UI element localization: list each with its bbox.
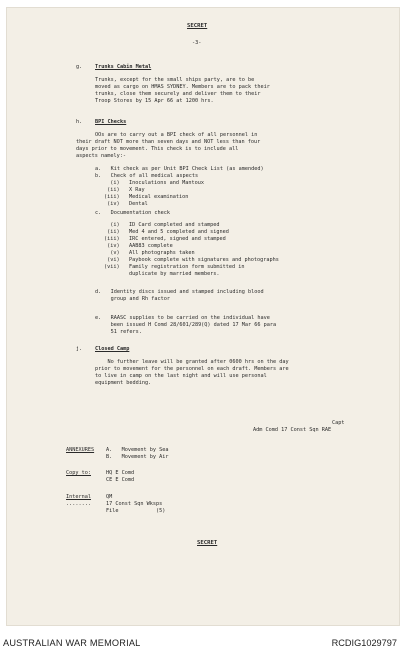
internal-item: QM [106,494,113,500]
internal-dots: ........ [66,501,91,507]
archive-footer [0,632,407,654]
signature-unit: Adm Comd 17 Const Sqn RAE [253,427,332,433]
check-item-d: group and Rh factor [95,296,170,302]
section-j-line: No further leave will be granted after 0600 hrs on the day [95,359,289,365]
check-subitem: (ii) X Ray [104,187,145,193]
archive-source: AUSTRALIAN WAR MEMORIAL [3,638,141,648]
check-item-b: b. Check of all medical aspects [95,173,199,179]
internal-item: 17 Const Sqn Wksps [106,501,163,507]
annexure-item: B. Movement by Air [106,454,169,460]
internal-label: Internal [66,494,91,500]
copy-to-label: Copy to: [66,470,91,476]
check-subitem: (i) Inoculations and Mantoux [104,180,204,186]
section-h-line: aspects namely:- [76,153,126,159]
annexure-item: A. Movement by Sea [106,447,169,453]
check-subitem: duplicate by married members. [104,271,220,277]
internal-item: File (5) [106,508,166,514]
section-g-line: trunks, close them securely and deliver them to their [95,91,261,97]
section-h-label: h. [76,119,83,125]
section-g-label: g. [76,64,83,70]
check-subitem: (vi) Paybook complete with signatures and photographs [104,257,279,263]
check-subitem: (iii) IRC entered, signed and stamped [104,236,226,242]
check-subitem: (iv) AAB83 complete [104,243,173,249]
check-subitem: (iii) Medical examination [104,194,189,200]
check-item-e: 51 refers. [95,329,142,335]
section-j-line: equipment bedding. [95,380,152,386]
check-item-d: d. Identity discs issued and stamped including blood [95,289,264,295]
section-h-line: days prior to movement. This check is to include all [76,146,239,152]
copy-to-item: HQ E Comd [106,470,135,476]
section-j-label: j. [76,346,83,352]
page-number: -3- [192,40,202,46]
section-h-line: their draft NOT more than seven days and NOT less than four [76,139,261,145]
section-h-line: OOs are to carry out a BPI check of all personnel in [95,132,258,138]
signature-rank: Capt [332,420,345,426]
classification-header: SECRET [187,23,208,29]
section-j-title: Closed Camp [95,346,130,352]
section-g-line: moved as cargo on HMAS SYDNEY. Members are to pack their [95,84,270,90]
copy-to-item: CE E Comd [106,477,135,483]
annexures-label: ANNEXURES [66,447,95,453]
section-g-line: Troop Stores by 15 Apr 66 at 1200 hrs. [95,98,214,104]
check-item-e: e. RAASC supplies to be carried on the individual have [95,315,270,321]
check-subitem: (ii) Med 4 and 5 completed and signed [104,229,229,235]
check-subitem: (iv) Dental [104,201,148,207]
check-subitem: (v) All photographs taken [104,250,195,256]
check-subitem: (i) ID Card completed and stamped [104,222,220,228]
section-h-title: BPI Checks [95,119,127,125]
archive-id: RCDIG1029797 [331,638,397,648]
check-item-e: been issued H Comd 28/601/289(Q) dated 17 Mar 66 para [95,322,277,328]
section-j-line: to live in camp on the last night and will use personal [95,373,267,379]
classification-footer: SECRET [197,540,218,546]
check-item-a: a. Kit check as per Unit BPI Check List (as amended) [95,166,264,172]
section-j-line: prior to movement for the personnel on each draft. Members are [95,366,289,372]
check-subitem: (vii) Family registration form submitted in [104,264,245,270]
check-item-c: c. Documentation check [95,210,170,216]
section-g-title: Trunks Cabin Metal [95,64,152,70]
section-g-line: Trunks, except for the small ships party, are to be [95,77,255,83]
